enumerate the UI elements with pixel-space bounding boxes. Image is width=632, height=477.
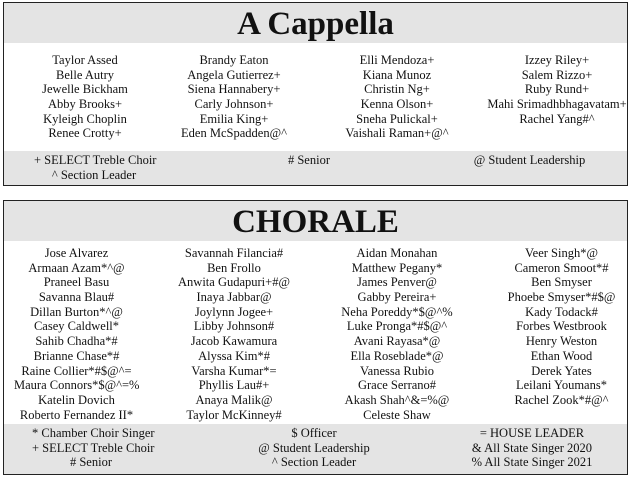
member-name: Leilani Youmans* <box>516 378 607 393</box>
legend-entry: = HOUSE LEADER <box>479 426 585 440</box>
member-name: Siena Hannabery+ <box>187 82 281 97</box>
legend-entry: * Chamber Choir Singer <box>32 426 155 440</box>
member-name: Taylor McKinney# <box>186 407 282 422</box>
member-name: Celeste Shaw <box>363 407 431 422</box>
legend-entry: # Senior <box>69 455 112 470</box>
acappella-column-2 <box>174 53 294 141</box>
member-name: Henry Weston <box>525 334 598 349</box>
member-name: Rachel Zook*#@^ <box>514 392 609 407</box>
acappella-column-1 <box>40 53 130 141</box>
acappella-column-4 <box>482 53 632 126</box>
member-name: Elli Mendoza+ <box>359 53 435 67</box>
legend-entry: + SELECT Treble Choir <box>32 440 155 455</box>
legend-entry: & All State Singer 2020 <box>471 440 593 455</box>
member-name: Phyllis Lau#+ <box>198 378 270 393</box>
member-name: Emilia King+ <box>199 111 269 126</box>
member-name: Renee Crotty+ <box>48 126 122 141</box>
member-name: Kenna Olson+ <box>360 97 434 112</box>
chorale-legend-right <box>462 426 602 470</box>
member-name: Vanessa Rubio <box>360 363 434 378</box>
legend-entry: ^ Section Leader <box>271 455 357 470</box>
member-name: Angela Gutierrez+ <box>187 67 281 82</box>
member-name: Libby Johnson# <box>193 319 275 334</box>
member-name: Izzey Riley+ <box>524 53 590 67</box>
member-name: Varsha Kumar*= <box>191 363 277 378</box>
member-name: Luke Pronga*#$@^ <box>346 319 448 334</box>
chorale-title: CHORALE <box>4 201 627 241</box>
member-name: Joylynn Jogee+ <box>194 304 274 319</box>
chorale-column-4 <box>499 246 624 408</box>
member-name: Anwita Gudapuri+#@ <box>178 275 290 290</box>
acappella-panel <box>3 2 628 186</box>
acappella-title: A Cappella <box>4 3 627 43</box>
member-name: Savanna Blau# <box>38 290 115 305</box>
member-name: Kyleigh Choplin <box>43 111 127 126</box>
member-name: Derek Yates <box>531 363 592 378</box>
chorale-legend <box>4 424 627 474</box>
member-name: Maura Connors*$@^=% <box>14 378 140 393</box>
acappella-legend-center <box>264 153 354 168</box>
member-name: James Penver@ <box>357 275 437 290</box>
chorale-column-1 <box>14 246 139 422</box>
chorale-column-3 <box>337 246 457 422</box>
legend-entry: % All State Singer 2021 <box>471 455 593 470</box>
member-name: Neha Poreddy*$@^% <box>341 304 453 319</box>
member-name: Ben Smyser <box>531 275 592 290</box>
member-name: Ben Frollo <box>207 260 261 275</box>
member-name: Taylor Assed <box>52 53 118 67</box>
member-name: Brianne Chase*# <box>33 348 120 363</box>
chorale-panel <box>3 200 628 475</box>
member-name: Abby Brooks+ <box>47 97 123 112</box>
member-name: Belle Autry <box>56 67 114 82</box>
member-name: Ethan Wood <box>530 348 593 363</box>
member-name: Kiana Munoz <box>362 67 432 82</box>
member-name: Cameron Smoot*# <box>514 260 609 275</box>
member-name: Sneha Pulickal+ <box>356 111 438 126</box>
acappella-legend-right <box>467 153 592 168</box>
member-name: Jose Alvarez <box>44 246 109 260</box>
member-name: Phoebe Smyser*#$@ <box>507 290 616 305</box>
member-name: Kady Todack# <box>525 304 598 319</box>
member-name: Veer Singh*@ <box>525 246 598 260</box>
acappella-column-3 <box>337 53 457 141</box>
member-name: Roberto Fernandez II* <box>19 407 134 422</box>
member-name: Eden McSpadden@^ <box>181 126 287 141</box>
legend-entry: + SELECT Treble Choir <box>34 153 157 167</box>
member-name: Grace Serrano# <box>357 378 437 393</box>
member-name: Armaan Azam*^@ <box>28 260 125 275</box>
member-name: Jewelle Bickham <box>42 82 128 97</box>
member-name: Avani Rayasa*@ <box>353 334 441 349</box>
member-name: Vaishali Raman+@^ <box>345 126 449 141</box>
member-name: Salem Rizzo+ <box>521 67 593 82</box>
member-name: Gabby Pereira+ <box>357 290 437 305</box>
member-name: Anaya Malik@ <box>195 392 273 407</box>
member-name: Ruby Rund+ <box>524 82 590 97</box>
member-name: Carly Johnson+ <box>194 97 274 112</box>
member-name: Forbes Westbrook <box>516 319 607 334</box>
member-name: Katelin Dovich <box>38 392 115 407</box>
member-name: Savannah Filancia# <box>184 246 284 260</box>
acappella-legend-left <box>34 153 157 182</box>
legend-entry: # Senior <box>287 153 330 167</box>
legend-entry: @ Student Leadership <box>473 153 586 167</box>
legend-entry: @ Student Leadership <box>258 440 370 455</box>
member-name: Alyssa Kim*# <box>198 348 270 363</box>
member-name: Inaya Jabbar@ <box>196 290 272 305</box>
legend-entry: $ Officer <box>291 426 337 440</box>
member-name: Brandy Eaton <box>199 53 269 67</box>
member-name: Akash Shah^&=%@ <box>344 392 450 407</box>
member-name: Sahib Chadha*# <box>35 334 118 349</box>
legend-entry: ^ Section Leader <box>51 167 137 182</box>
acappella-legend <box>4 151 627 185</box>
member-name: Christin Ng+ <box>364 82 430 97</box>
chorale-column-2 <box>174 246 294 422</box>
chorale-legend-left <box>32 426 155 470</box>
member-name: Jacob Kawamura <box>190 334 278 349</box>
member-name: Mahi Srimadhbhagavatam+ <box>487 97 627 112</box>
member-name: Ella Roseblade*@ <box>350 348 444 363</box>
member-name: Praneel Basu <box>43 275 110 290</box>
member-name: Dillan Burton*^@ <box>30 304 123 319</box>
member-name: Rachel Yang#^ <box>519 111 595 126</box>
member-name: Raine Collier*#$@^= <box>21 363 132 378</box>
member-name: Casey Caldwell* <box>33 319 120 334</box>
chorale-legend-center <box>254 426 374 470</box>
member-name: Aidan Monahan <box>356 246 438 260</box>
member-name: Matthew Pegany* <box>351 260 443 275</box>
